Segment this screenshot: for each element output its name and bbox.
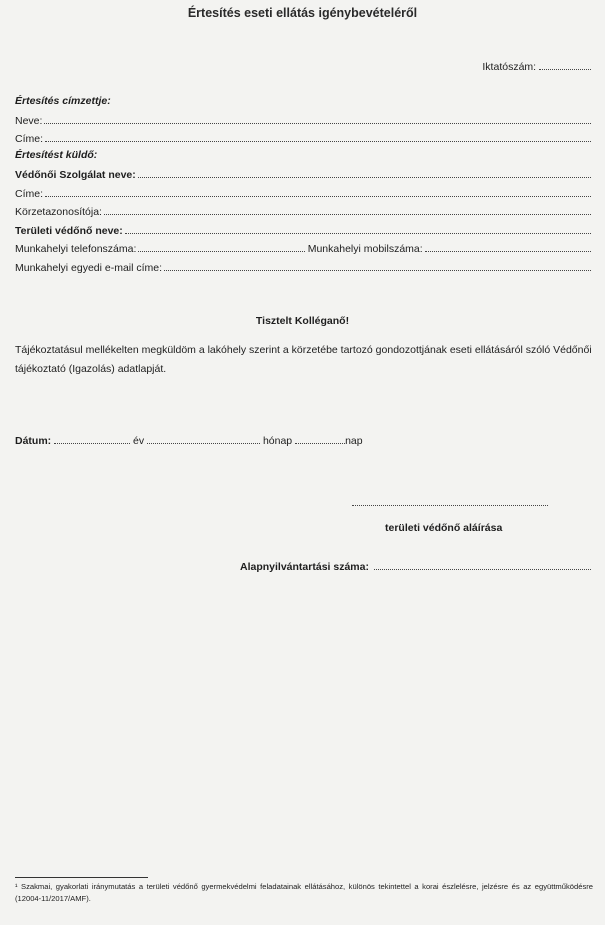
service-name-field[interactable]: [15, 167, 591, 183]
document-title: Értesítés eseti ellátás igénybevételéről: [187, 6, 418, 20]
nurse-name-label: Területi védőnő neve:: [15, 225, 123, 237]
work-email-field[interactable]: [15, 260, 591, 276]
nurse-name-blank[interactable]: [125, 223, 591, 234]
date-label: Dátum:: [15, 435, 52, 447]
registry-number-field[interactable]: [240, 559, 591, 573]
work-email-label: Munkahelyi egyedi e-mail címe:: [15, 262, 163, 274]
year-blank[interactable]: [54, 433, 130, 444]
recipient-name-blank[interactable]: [44, 113, 591, 124]
registry-number-blank[interactable]: [374, 559, 591, 570]
work-phone-blank[interactable]: [138, 241, 304, 252]
footnote: ¹ Szakmai, gyakorlati iránymutatás a területi védőnő gyermekvédelmi feladatainak ellátásához, különös tekintettel a korai észlelésre, jelzésre és az együttműködésre (12004-11/2017/AMF).: [15, 882, 593, 903]
recipient-address-field[interactable]: [15, 131, 591, 147]
recipient-address-blank[interactable]: [45, 131, 591, 142]
day-blank[interactable]: [295, 433, 345, 444]
body-text: Tájékoztatásul mellékelten megküldöm a lakóhely szerint a körzetébe tartozó gondozottjának eseti ellátásáról szóló Védőnői tájékoztató (Igazolás) adatlapját.: [15, 344, 592, 375]
recipient-heading: Értesítés címzettje:: [15, 95, 111, 107]
greeting: Tisztelt Kolléganő!: [255, 315, 350, 327]
work-phone-label: Munkahelyi telefonszáma:: [15, 243, 137, 255]
date-field: [15, 433, 363, 447]
district-id-field[interactable]: [15, 204, 591, 220]
sender-heading: Értesítést küldő:: [15, 149, 98, 161]
phone-row: [15, 241, 591, 257]
service-name-label: Védőnői Szolgálat neve:: [15, 169, 136, 181]
nurse-name-field[interactable]: [15, 223, 591, 239]
recipient-name-field[interactable]: [15, 113, 591, 129]
recipient-name-label: Neve:: [15, 115, 43, 127]
recipient-address-label: Címe:: [15, 133, 44, 145]
month-label: hónap: [262, 435, 293, 447]
registry-number-label: Alapnyilvántartási száma:: [240, 561, 369, 573]
sender-address-field[interactable]: [15, 186, 591, 202]
district-id-blank[interactable]: [104, 204, 591, 215]
work-email-blank[interactable]: [164, 260, 591, 271]
signature-blank[interactable]: [352, 505, 548, 506]
month-blank[interactable]: [147, 433, 260, 444]
work-mobile-blank[interactable]: [425, 241, 591, 252]
registration-number-field[interactable]: [482, 59, 591, 73]
day-label: nap: [345, 435, 363, 447]
sender-address-blank[interactable]: [45, 186, 591, 197]
footnote-divider: [15, 877, 148, 878]
signature-label: területi védőnő aláírása: [385, 522, 503, 534]
sender-address-label: Címe:: [15, 188, 44, 200]
work-mobile-label: Munkahelyi mobilszáma:: [307, 243, 423, 255]
year-label: év: [133, 435, 145, 447]
district-id-label: Körzetazonosítója:: [15, 206, 102, 218]
registration-number-blank[interactable]: [539, 59, 591, 70]
registration-number-label: Iktatószám:: [482, 61, 537, 73]
service-name-blank[interactable]: [138, 167, 591, 178]
